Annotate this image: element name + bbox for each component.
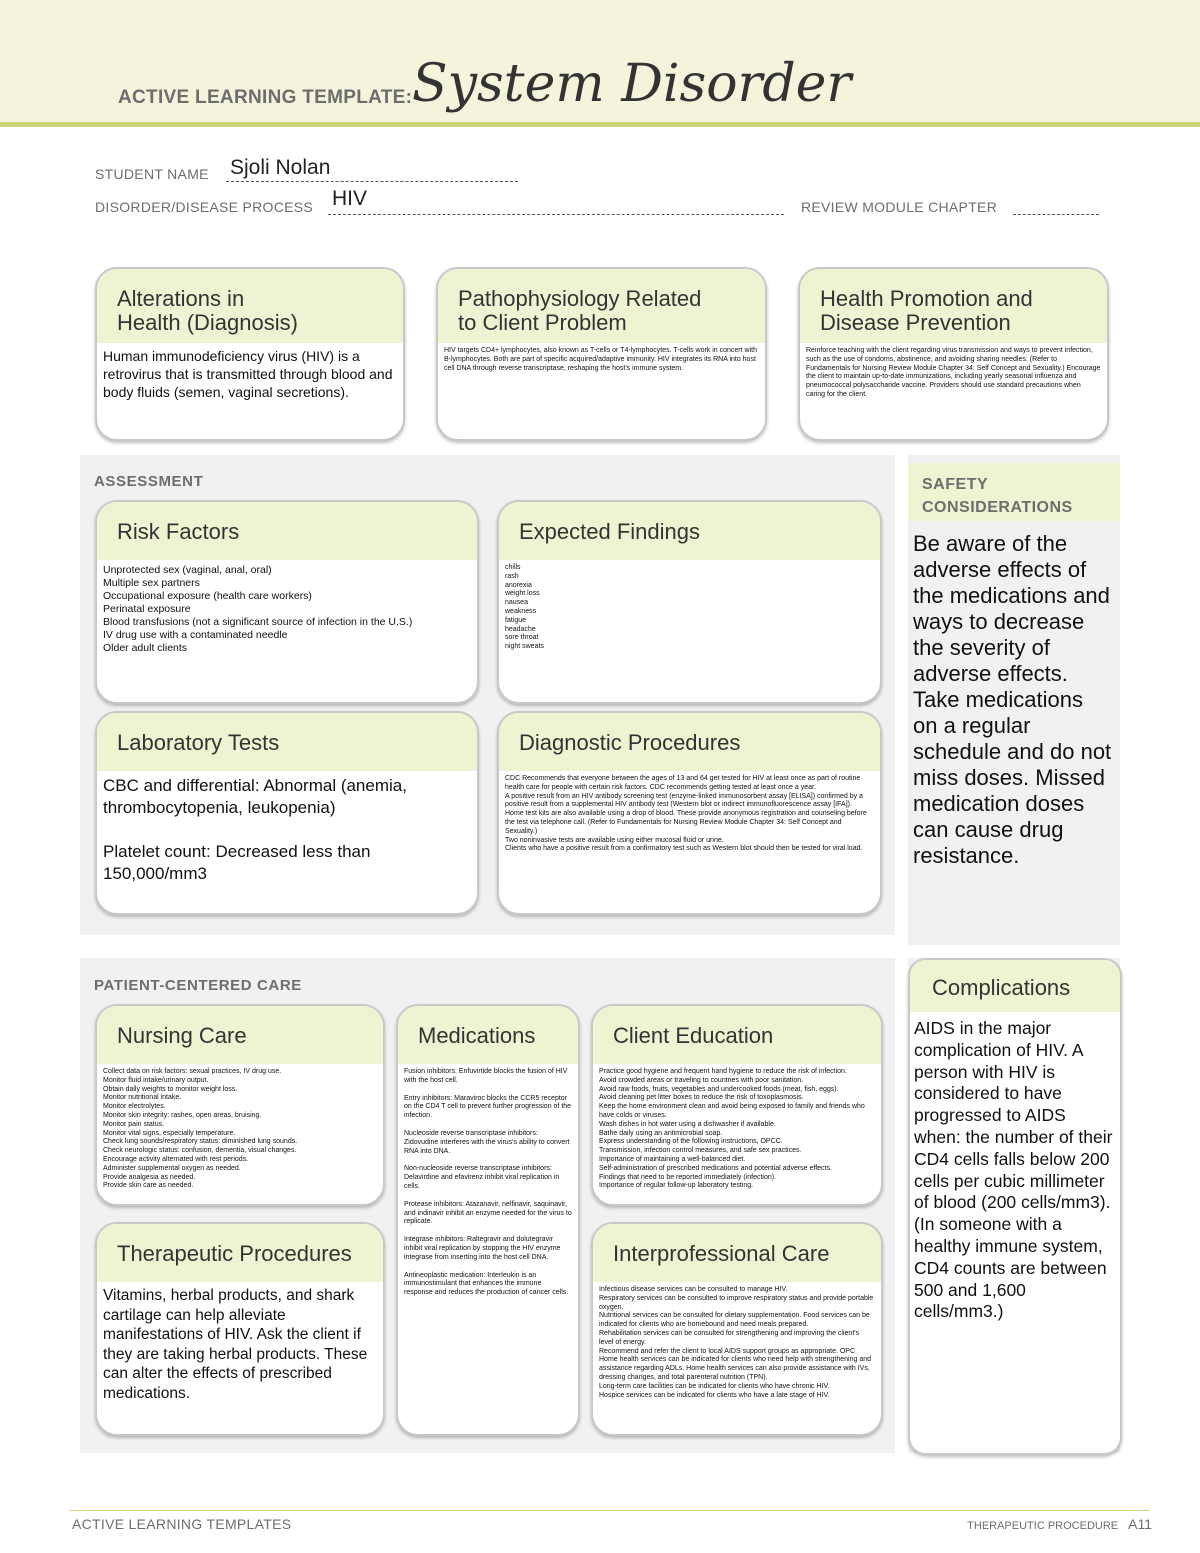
card-laboratory-tests-body[interactable] bbox=[97, 771, 477, 885]
list-item: night sweats bbox=[505, 643, 544, 651]
footer-rule bbox=[70, 1510, 1150, 1511]
card-medications-title: Medications bbox=[398, 1006, 578, 1064]
list-item: weakness bbox=[505, 607, 537, 615]
list-item: Practice good hygiene and frequent hand hygiene to reduce the risk of infection. bbox=[599, 1068, 847, 1075]
card-pathophysiology-title-line2: to Client Problem bbox=[458, 310, 627, 335]
card-pathophysiology bbox=[436, 267, 767, 441]
list-item: Rehabilitation services can be consulted for strengthening and improving the client's level of energy. bbox=[599, 1329, 860, 1346]
list-item: anorexia bbox=[505, 581, 532, 589]
list-item: fatigue bbox=[505, 616, 527, 624]
card-therapeutic-procedures-body[interactable]: Vitamins, herbal products, and shark cartilage can help alleviate manifestations of HIV. Ask the client if they are taking herbal products. These can alter the effects of prescribed medications. bbox=[103, 1287, 368, 1402]
list-item: Blood transfusions (not a significant source of infection in the U.S.) bbox=[103, 616, 413, 628]
list-item: CDC Recommends that everyone between the ages of 13 and 64 get tested for HIV at least once as part of routine health care for people with certain risk factors. CDC recommends getting tested at least once a year. bbox=[505, 775, 861, 791]
medication-paragraph: Non-nucleoside reverse transcriptase inhibitors: Delavirdine and efavirenz inhibit viral replication in cells. bbox=[404, 1165, 560, 1190]
card-alterations-body[interactable]: Human immunodeficiency virus (HIV) is a retrovirus that is transmitted through blood and body fluids (semen, vaginal secretions). bbox=[103, 348, 393, 400]
list-item: Avoid raw foods, fruits, vegetables and undercooked foods (meat, fish, eggs). bbox=[599, 1085, 839, 1093]
list-item: Monitor vital signs, especially temperature. bbox=[103, 1129, 236, 1137]
safety-title-line1: SAFETY bbox=[922, 476, 989, 493]
list-item: Monitor fluid intake/urinary output. bbox=[103, 1076, 209, 1084]
lab-paragraph: CBC and differential: Abnormal (anemia, thrombocytopenia, leukopenia) bbox=[103, 776, 407, 817]
card-expected-findings-title: Expected Findings bbox=[499, 502, 880, 560]
card-alterations-title-line2: Health (Diagnosis) bbox=[117, 310, 298, 335]
list-item: Occupational exposure (health care workers) bbox=[103, 590, 312, 602]
footer-procedure: THERAPEUTIC PROCEDURE bbox=[967, 1520, 1119, 1532]
list-item: Long-term care facilities can be indicated for clients who have chronic HIV. bbox=[599, 1382, 830, 1390]
medication-paragraph: Fusion inhibitors: Enfuvirtide blocks the fusion of HIV with the host cell. bbox=[404, 1068, 568, 1084]
disorder-line bbox=[328, 213, 784, 215]
list-item: Older adult clients bbox=[103, 642, 188, 654]
card-health-promotion bbox=[798, 267, 1109, 441]
disorder-label: DISORDER/DISEASE PROCESS bbox=[95, 199, 314, 215]
card-medications bbox=[396, 1004, 580, 1436]
list-item: Home health services can be indicated for clients who need help with strengthening and assistance regarding ADLs. Home health services can also provide assistance with IVs, dressing changes, and total parenteral nutrition (TPN). bbox=[599, 1356, 871, 1381]
card-pathophysiology-title-line1: Pathophysiology Related bbox=[458, 286, 702, 311]
list-item: Encourage activity alternated with rest periods. bbox=[103, 1155, 249, 1163]
disorder-value[interactable]: HIV bbox=[332, 187, 368, 210]
list-item: Two noninvasive tests are available using either mucosal fluid or urine. bbox=[505, 836, 724, 844]
review-module-label: REVIEW MODULE CHAPTER bbox=[801, 199, 998, 215]
assessment-title: ASSESSMENT bbox=[94, 473, 204, 490]
template-label: ACTIVE LEARNING TEMPLATE: bbox=[118, 87, 413, 108]
card-interprofessional-care-body[interactable] bbox=[593, 1282, 881, 1400]
footer-left: ACTIVE LEARNING TEMPLATES bbox=[72, 1516, 292, 1532]
medication-paragraph: Entry inhibitors: Maraviroc blocks the CCR5 receptor on the CD4 T cell to prevent further progression of the infection. bbox=[404, 1094, 572, 1120]
card-complications-title: Complications bbox=[910, 960, 1120, 1012]
list-item: nausea bbox=[505, 599, 528, 607]
list-item: Infectious disease services can be consulted to manage HIV. bbox=[599, 1286, 788, 1293]
patient-care-title: PATIENT-CENTERED CARE bbox=[94, 977, 302, 994]
list-item: Recommend and refer the client to local AIDS support groups as appropriate. OPC bbox=[599, 1347, 856, 1355]
card-expected-findings bbox=[497, 500, 882, 704]
list-item: Perinatal exposure bbox=[103, 603, 191, 615]
list-item: Monitor electrolytes. bbox=[103, 1103, 166, 1111]
list-item: Express understanding of the following instructions, OPCC. bbox=[599, 1138, 783, 1146]
card-risk-factors-title: Risk Factors bbox=[97, 502, 477, 560]
list-item: Nutritional services can be consulted for dietary supplementation. Food services can be indicated for clients who are homebound and need meals prepared. bbox=[599, 1312, 870, 1329]
list-item: Provide analgesia as needed. bbox=[103, 1173, 196, 1181]
list-item: Unprotected sex (vaginal, anal, oral) bbox=[103, 564, 272, 576]
list-item: Keep the home environment clean and avoid being exposed to family and friends who have colds or viruses. bbox=[599, 1103, 865, 1119]
card-pathophysiology-body[interactable]: HIV targets CD4+ lymphocytes, also known as T-cells or T4-lymphocytes. T-cells work in concert with B-lymphocytes. Both are part of specific acquired/adaptive immunity. HIV integrates its RNA into host cell DNA through reverse transcriptase, reshaping the host's immune system. bbox=[444, 347, 757, 372]
list-item: A positive result from an HIV antibody screening test (enzyme-linked immunosorbent assay [ELISA]) confirmed by a positive result from a supplemental HIV antibody test (Western blot or indirect immunofluorescence assay [IFA]). bbox=[505, 792, 863, 809]
list-item: sore throat bbox=[505, 634, 539, 642]
card-complications-body[interactable]: AIDS in the major complication of HIV. A person with HIV is considered to have progressed to AIDS when: the number of their CD4 cells falls below 200 cells per cubic millimeter of blood (200 cells/mm3). (In someone with a healthy immune system, CD4 counts are between 500 and 1,600 cells/mm3.) bbox=[914, 1018, 1113, 1322]
list-item: rash bbox=[505, 572, 519, 580]
footer-right bbox=[967, 1516, 1152, 1532]
card-nursing-care-title: Nursing Care bbox=[97, 1006, 383, 1064]
card-diagnostic-procedures-body[interactable] bbox=[499, 771, 880, 854]
card-interprofessional-care-title: Interprofessional Care bbox=[593, 1224, 881, 1282]
list-item: Avoid crowded areas or traveling to countries with poor sanitation. bbox=[599, 1076, 804, 1084]
list-item: Check lung sounds/respiratory status: diminished lung sounds. bbox=[103, 1138, 298, 1146]
list-item: Provide skin care as needed. bbox=[103, 1182, 194, 1190]
safety-title-line2: CONSIDERATIONS bbox=[922, 499, 1073, 516]
card-diagnostic-procedures bbox=[497, 711, 882, 915]
medication-paragraph: Nucleoside reverse transcriptase inhibitors: Zidovudine interferes with the virus's ability to convert RNA into DNA. bbox=[404, 1129, 570, 1155]
card-health-promotion-title-line2: Disease Prevention bbox=[820, 310, 1011, 335]
card-therapeutic-procedures bbox=[95, 1222, 385, 1436]
card-risk-factors-body[interactable] bbox=[97, 560, 477, 655]
list-item: Wash dishes in hot water using a dishwasher if available. bbox=[599, 1120, 776, 1128]
list-item: Monitor skin integrity: rashes, open areas, bruising. bbox=[103, 1111, 262, 1119]
header-rule bbox=[0, 122, 1200, 127]
list-item: Monitor nutritional intake. bbox=[103, 1094, 182, 1102]
card-laboratory-tests bbox=[95, 711, 479, 915]
list-item: Home test kits are also available using a drop of blood. These provide anonymous registration and counseling before the test via telephone call. (Refer to Fundamentals for Nursing Review Module Chapter 34: Self Concept and Sexuality.) bbox=[505, 810, 867, 835]
student-name-value[interactable]: Sjoli Nolan bbox=[230, 156, 331, 179]
card-diagnostic-procedures-title: Diagnostic Procedures bbox=[499, 713, 880, 771]
card-medications-body[interactable] bbox=[398, 1064, 578, 1298]
student-name-label: STUDENT NAME bbox=[95, 166, 209, 182]
card-health-promotion-body[interactable]: Reinforce teaching with the client regarding virus transmission and ways to prevent infection, such as the use of condoms, abstinence, and avoiding sharing needles. (Refer to Fundamentals for Nursing Review Module Chapter 34: Self Concept and Sexuality.) Encourage the client to maintain up-to-date immunizations, including yearly seasonal influenza and pneumococcal polysaccharide vaccine. Providers should use standard precautions when caring for the client. bbox=[806, 347, 1101, 398]
list-item: headache bbox=[505, 625, 536, 633]
list-item: Collect data on risk factors: sexual practices, IV drug use. bbox=[103, 1068, 282, 1075]
list-item: Transmission, infection control measures, and safe sex practices. bbox=[599, 1147, 802, 1155]
page-title: System Disorder bbox=[412, 54, 852, 114]
card-interprofessional-care bbox=[591, 1222, 883, 1436]
list-item: chills bbox=[505, 564, 521, 571]
safety-title bbox=[908, 463, 1120, 521]
list-item: weight loss bbox=[505, 590, 540, 598]
card-client-education-title: Client Education bbox=[593, 1006, 881, 1064]
list-item: Bathe daily using an antimicrobial soap. bbox=[599, 1129, 723, 1137]
card-risk-factors bbox=[95, 500, 479, 704]
student-name-line bbox=[226, 180, 518, 182]
card-health-promotion-title-line1: Health Promotion and bbox=[820, 286, 1033, 311]
card-therapeutic-procedures-title: Therapeutic Procedures bbox=[97, 1224, 383, 1282]
card-pathophysiology-title bbox=[438, 269, 765, 343]
card-complications bbox=[908, 958, 1122, 1455]
page-number: A11 bbox=[1128, 1516, 1152, 1532]
medication-paragraph: Antineoplastic medication: Interleukin is an immunostimulant that enhances the immune response and reduces the production of cancer cells. bbox=[404, 1271, 569, 1297]
list-item: Hospice services can be indicated for clients who have a late stage of HIV. bbox=[599, 1391, 830, 1399]
list-item: Respiratory services can be consulted to improve respiratory status and provide portable oxygen. bbox=[599, 1294, 874, 1311]
card-nursing-care bbox=[95, 1004, 385, 1206]
list-item: Monitor pain status. bbox=[103, 1120, 165, 1128]
list-item: Findings that need to be reported immediately (infection). bbox=[599, 1173, 777, 1181]
list-item: Administer supplemental oxygen as needed. bbox=[103, 1164, 241, 1172]
list-item: Multiple sex partners bbox=[103, 577, 200, 589]
medication-paragraph: Protease inhibitors: Atazanavir, nelfinavir, saquinavir, and indinavir inhibit an enzyme needed for the virus to replicate. bbox=[404, 1200, 572, 1226]
card-health-promotion-title bbox=[800, 269, 1107, 343]
review-module-line[interactable] bbox=[1013, 213, 1099, 215]
medication-paragraph: Integrase inhibitors: Raltegravir and dolutegravir inhibit viral replication by stopping the HIV enzyme integrase from inserting into the host cell DNA. bbox=[404, 1236, 561, 1261]
lab-paragraph: Platelet count: Decreased less than 150,000/mm3 bbox=[103, 842, 371, 883]
list-item: Check neurologic status: confusion, dementia, visual changes. bbox=[103, 1147, 297, 1155]
card-alterations bbox=[95, 267, 405, 441]
card-client-education bbox=[591, 1004, 883, 1206]
card-laboratory-tests-title: Laboratory Tests bbox=[97, 713, 477, 771]
card-expected-findings-body[interactable] bbox=[499, 560, 880, 652]
list-item: Importance of regular follow-up laboratory testing. bbox=[599, 1182, 754, 1190]
list-item: Clients who have a positive result from a confirmatory test such as Western blot should then be tested for viral load. bbox=[505, 845, 863, 853]
card-client-education-body[interactable] bbox=[593, 1064, 881, 1191]
list-item: Avoid cleaning pet litter boxes to reduce the risk of toxoplasmosis. bbox=[599, 1094, 804, 1102]
list-item: IV drug use with a contaminated needle bbox=[103, 629, 288, 641]
card-nursing-care-body[interactable] bbox=[97, 1064, 383, 1191]
card-alterations-title-line1: Alterations in bbox=[117, 286, 245, 311]
list-item: Obtain daily weights to monitor weight loss. bbox=[103, 1085, 238, 1093]
list-item: Self-administration of prescribed medications and potential adverse effects. bbox=[599, 1164, 832, 1172]
safety-body[interactable]: Be aware of the adverse effects of the medications and ways to decrease the severity of adverse effects. Take medications on a regular schedule and do not miss doses. Missed medication doses can cause drug resistance. bbox=[913, 531, 1112, 868]
card-alterations-title bbox=[97, 269, 403, 343]
list-item: Importance of maintaining a well-balanced diet. bbox=[599, 1155, 746, 1163]
